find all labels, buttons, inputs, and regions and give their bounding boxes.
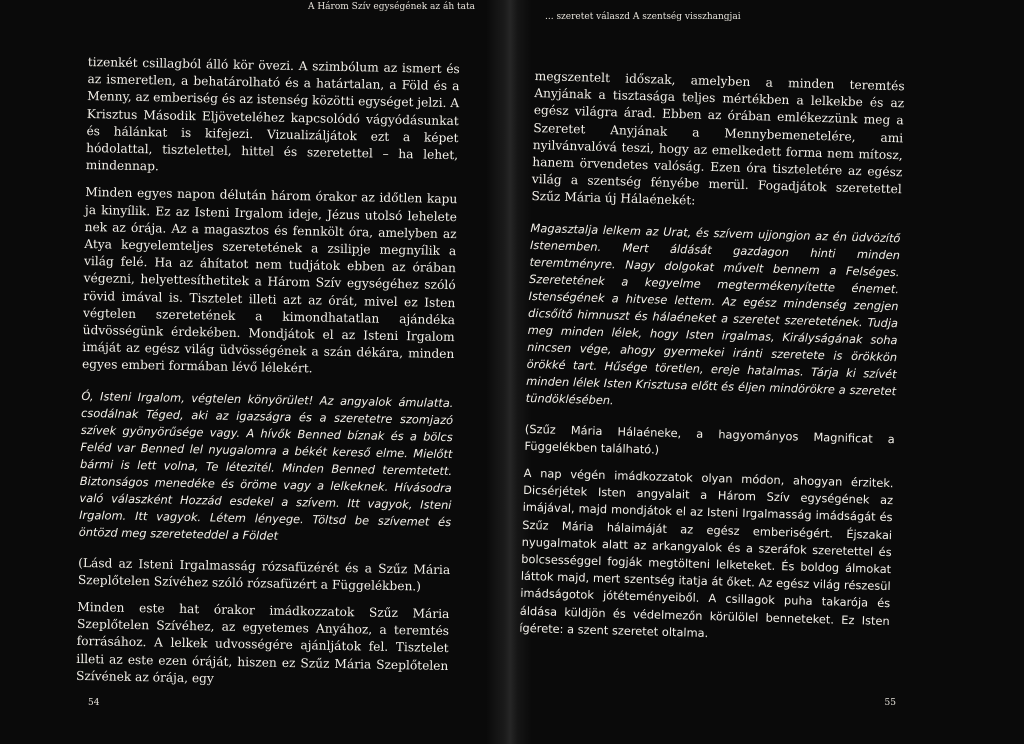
right-page — [505, 0, 1024, 744]
left-paragraph-2: Minden egyes napon délután három órakor az időtlen kapu ja kinyílik. Ez az Isteni Irgalom ideje, Jézus utolsó lehelete nek az órája. Az a magasztos és fennkölt óra, amelyben az Atya kegyelemteljes szeretetének a zsilipje megnyílik a világ felé. Ha az áhítatot nem tudjátok ebben az órában végezni, helyettesíthetitek a Három Szív egységéhez szóló rövid imával is. Tisztelet illeti azt az órát, mivel ez Isten végtelen szeretetének a kimondhatatlan ajándéka üdvösségünk érdekében. Mondjátok el az Isteni Irgalom imáját az egész világ üdvösségének a szán dékára, minden egyes emberi formában lévő lélekért. — [81, 185, 458, 376]
left-closing: Minden este hat órakor imádkozzatok Szűz Mária Szeplőtelen Szívéhez, az egyetemes Anyához, a teremtés forrásához. A lelkek udvosségére ajánljátok fel. Tisztelet illeti az este ezen óráját, hiszen ez Szűz Mária Szeplőtelen Szívének az órája, egy — [75, 599, 450, 686]
right-closing: A nap végén imádkozzatok olyan módon, ahogyan érzitek. Dicsérjétek Isten angyalait a Három Szív egységének az imájával, majd mondjátok el az Isteni Irgalmasság imádságát és Szűz Mária hálaimáját az egész emberiségért. Éjszakai nyugalmatok alatt az arkangyalok és a szeráfok szeretettel és bolcsességgel fogják megtölteni lelketeket. És boldog álmokat láttok majd, mert szentség itatja át őket. Az egész világ részesül imádságotok jótéteményeiből. A csillagok puha takarója és áldása küldjön és védelmezőn körülölel benneteket. Ez Isten ígérete: a szent szeretet oltalma. — [519, 465, 894, 640]
right-page-header: ... szeretet válaszd A szentség visszhangjai — [545, 12, 741, 22]
right-prayer: Magasztalja lelkem az Urat, és szívem ujjongjon az én üdvözítő Istenemben. Mert áldását gazdagon hinti minden teremtményre. Nagy dolgokat művelt bennem a Felséges. Szeretetének a kegyelme megtermékenyítette énemet. Istenségének a hitvese lettem. Az egész mindenség zengjen dicsőítő himnuszt és hálaéneket a szeretet szeretetének. Tudja meg minden lélek, hogy Isten irgalmas, Királyságának soha nincsen vége, ahogy gyermekei iránti szeretete is örökkön örökké tart. Hűsége töretlen, ereje hatalmas. Tárja ki szívét minden lélek Isten Krisztusa előtt és éljen mindörökre a szeretet tündöklésében. — [525, 220, 901, 407]
left-paragraph-1: tizenkét csillagból álló kör övezi. A szimbólum az ismert és az ismeretlen, a behatárolható és a határtalan, a Föld és a Menny, az emberiség és az istenség közötti egységet jelzi. A Krisztus Második Eljöveteléhez kapcsolódó vágyódásunkat és hálánkat is kifejezi. Vizualizáljátok ezt a képet hódolattal, tisztelettel, hittel és szeretettel – ha lehet, mindennap. — [85, 54, 460, 174]
left-page-text — [76, 54, 460, 702]
left-page-number: 54 — [88, 698, 100, 708]
right-page-number: 55 — [884, 698, 896, 708]
left-page-header: A Három Szív egységének az áh tata — [307, 2, 475, 12]
left-prayer: Ó, Isteni Irgalom, végtelen könyörület! Az angyalok ámulatta. csodálnak Téged, aki az igazságra és a szeretetre szomjazó szívek gyönyörűsége vagy. A hívők Benned bíznak és a bölcs Feléd var Benned lel nyugalomra a békét kereső elme. Mielőtt bármi is lett volna, Te létezitél. Minden Benned teremtetett. Biztonságos menedéke és öröme vagy a lelkeknek. Hívásodra való válaszként Hozzád esdekel a szívem. Itt vagyok, Isteni Irgalom. Itt vagyok. Létem lényege. Töltsd be szívemet és öntözd meg szereteteddel a Földet — [78, 388, 454, 543]
left-page — [0, 0, 505, 744]
left-note: (Lásd az Isteni Irgalmasság rózsafüzérét és a Szűz Mária Szeplőtelen Szívéhez szóló rózsafüzért a Függelékben.) — [77, 555, 451, 594]
right-page-text — [519, 68, 905, 657]
right-note: (Szűz Mária Hálaéneke, a hagyományos Magnificat a Függelékben található.) — [524, 421, 895, 457]
right-paragraph-1: megszentelt időszak, amelyben a minden teremtés Anyjának a tisztasága teljes mértékben a lelkekbe és az egész világra árad. Ebben az órában emlékezzünk meg a Szeretet Anyjának a Mennybemenetelére, ami nyilvánvalóvá teszi, hogy az emelkedett forma nem mítosz, hanem örvendetes valóság. Ezen óra tiszteletére az egész világ a szentség fényébe merül. Fogadjátok szeretettel Szűz Mária új Hálaénekét: — [531, 68, 905, 208]
